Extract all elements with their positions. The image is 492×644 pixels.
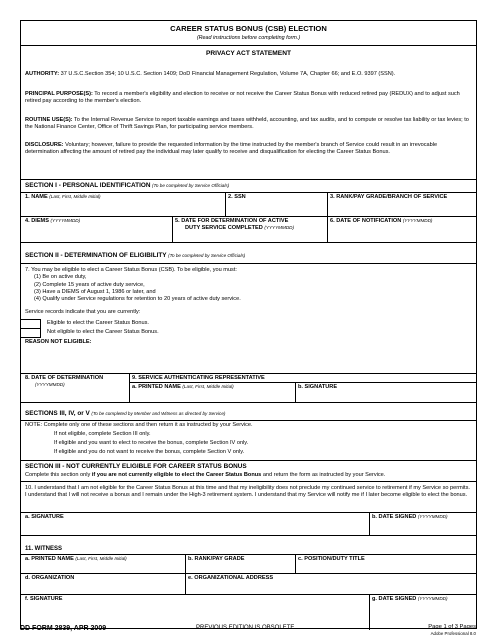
records-indicate: Service records indicate that you are currently: [25,309,141,315]
notification-date-field[interactable]: 6. DATE OF NOTIFICATION (YYYYMMDD) [330,218,433,224]
eligibility-requirements: 7. You may be eligible to elect a Career Status Bonus (CSB). To be eligible, you must: (1) Be on active duty, (2) Complete 15 years of active duty service, (3) Have a DIEMS of August 1, 1986 or later, and (4) Qualify under Service regulations for retention to 20 years of active duty service. [25,267,241,303]
sections-note-line-3: If eligible and you want to elect to receive the bonus, complete Section IV only. [54,440,249,446]
not-eligible-checkbox[interactable] [21,328,41,338]
sections-note-line-4: If eligible and you do not want to receive the bonus, complete Section V only. [54,449,245,455]
witness-organization-field[interactable]: d. ORGANIZATION [25,575,75,581]
form-subtitle: (Read instructions before completing form.) [196,35,301,41]
csb-election-form [20,20,477,629]
witness-position-field[interactable]: c. POSITION/DUTY TITLE [298,556,365,562]
ssn-field[interactable]: 2. SSN [228,194,246,200]
eligible-label: Eligible to elect the Career Status Bonus. [47,320,149,326]
not-eligible-label: Not eligible to elect the Career Status Bonus. [47,329,159,335]
reason-not-eligible-field[interactable]: REASON NOT ELIGIBLE: [25,339,92,345]
date-of-determination-field[interactable]: 8. DATE OF DETERMINATION (YYYYMMDD) [25,375,104,387]
member-signature-field[interactable]: a. SIGNATURE [25,514,64,520]
section-2-header: SECTION II - DETERMINATION OF ELIGIBILITY (To be completed by Service Officials) [25,252,246,259]
disclosure-paragraph: DISCLOSURE: Voluntary; however, failure to provide the requested information by the time instructed by the member's branch of Service could result in an irrevocable determination affecting the amount of retired pay the individual may later qualify to receive and disqualification for electing the Career Status Bonus. [25,142,438,156]
witness-header: 11. WITNESS [25,546,63,552]
section-3-instructions: Complete this section only if you are not currently eligible to elect the Career Status Bonus and return the form as instructed by your Service. [25,472,386,478]
section-3-header: SECTION III - NOT CURRENTLY ELIGIBLE FOR CAREER STATUS BONUS [25,463,247,470]
form-number: DD FORM 2839, APR 2009 [20,625,107,632]
rep-printed-name-field[interactable]: a. PRINTED NAME (Last, First, Middle Initial) [132,384,234,390]
item-10-statement: 10. I understand that I am not eligible for the Career Status Bonus at this time and that my ineligibility does not preclude my continued service to retirement if my Service so permits. I understand that I will not receive a bonus and I remain under the High-3 retirement system. I understand that my Service will notify me if I later become eligible to elect the bonus. [25,485,470,499]
authenticating-rep-label: 9. SERVICE AUTHENTICATING REPRESENTATIVE [132,375,265,381]
rep-signature-field[interactable]: b. SIGNATURE [298,384,338,390]
diems-field[interactable]: 4. DIEMS (YYYYMMDD) [25,218,81,224]
member-date-signed-field[interactable]: b. DATE SIGNED (YYYYMMDD) [372,514,448,520]
sections-345-header: SECTIONS III, IV, or V (To be completed by Member and Witness as directed by Service) [25,410,226,417]
sections-note: NOTE: Complete only one of these sections and then return it as instructed by your Service. [25,422,253,428]
routine-use-paragraph: ROUTINE USE(S): To the Internal Revenue Service to report taxable earnings and taxes withheld, accounting, and tax audits, and to compute or resolve tax liability or tax levies; to the National Finance Center, Office of Thrift Savings Plan, for participating service members. [25,117,469,131]
purpose-paragraph: PRINCIPAL PURPOSE(S): To record a member's eligibility and election to receive or not receive the Career Status Bonus with reduced retired pay (REDUX) and to adjust such retired pay according to the member's election. [25,91,460,105]
witness-printed-name-field[interactable]: a. PRINTED NAME (Last, First, Middle Initial) [25,556,127,562]
page-count: Page 1 of 3 Pages [428,624,476,630]
name-field[interactable]: 1. NAME (Last, First, Middle Initial) [25,194,101,200]
authority-paragraph: AUTHORITY: 37 U.S.C.Section 354; 10 U.S.C. Section 1409; DoD Financial Management Regulation, Volume 7A, Chapter 66; and E.O. 9397 (SSN). [25,71,396,77]
witness-rank-field[interactable]: b. RANK/PAY GRADE [188,556,245,562]
witness-org-address-field[interactable]: e. ORGANIZATIONAL ADDRESS [188,575,274,581]
obsolete-notice: PREVIOUS EDITION IS OBSOLETE. [196,625,297,631]
form-title: CAREER STATUS BONUS (CSB) ELECTION [170,24,327,33]
sections-note-line-2: If not eligible, complete Section III only. [54,431,151,437]
adobe-version: Adobe Professional 8.0 [430,631,476,636]
witness-date-signed-field[interactable]: g. DATE SIGNED (YYYYMMDD) [372,596,448,602]
witness-signature-field[interactable]: f. SIGNATURE [25,596,63,602]
date-determination-field[interactable]: 5. DATE FOR DETERMINATION OF ACTIVE DUTY SERVICE COMPLETED (YYYYMMDD) [175,218,294,231]
rank-branch-field[interactable]: 3. RANK/PAY GRADE/BRANCH OF SERVICE [330,194,448,200]
section-1-header: SECTION I - PERSONAL IDENTIFICATION (To be completed by Service Officials) [25,182,230,189]
privacy-heading: PRIVACY ACT STATEMENT [206,50,291,57]
